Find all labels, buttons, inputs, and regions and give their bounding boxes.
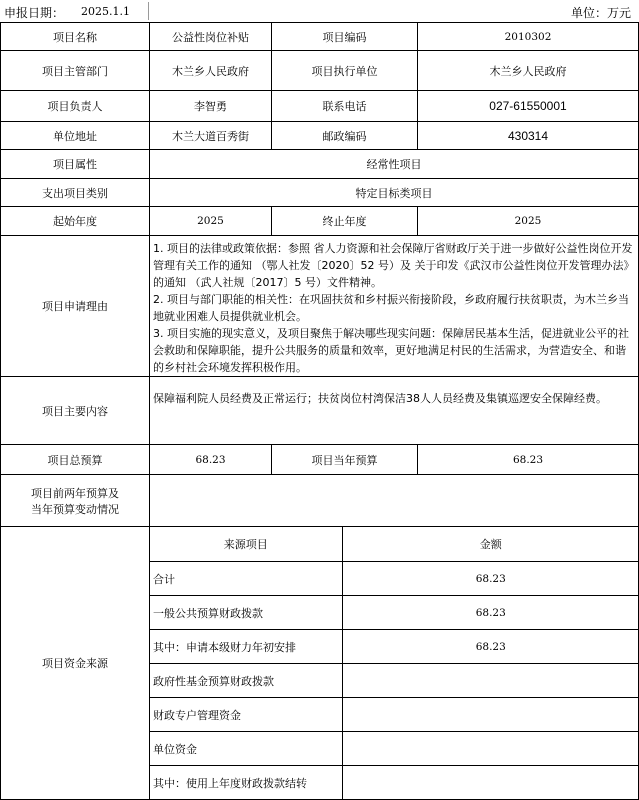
funding-amount [342,732,639,766]
funding-row [150,664,639,698]
header-divider [148,2,149,20]
attr-value: 经常性项目 [150,150,639,179]
end-year-label: 终止年度 [272,207,418,236]
phone-label: 联系电话 [272,91,418,122]
person-label: 项目负责人 [1,91,150,122]
funding-source: 其中：使用上年度财政拨款结转 [153,776,307,790]
budget-change-label [1,475,150,527]
total-budget-label: 项目总预算 [1,445,150,475]
row-years [1,207,639,236]
row-reason [1,236,639,377]
row-address [1,122,639,150]
attr-label: 项目属性 [1,150,150,179]
category-value: 特定目标类项目 [150,179,639,207]
funding-amount: 68.23 [342,630,639,664]
project-name-value: 公益性岗位补贴 [150,23,272,51]
funding-source: 政府性基金预算财政拨款 [150,664,342,698]
funding-source: 单位资金 [150,732,342,766]
budget-change-value [150,475,639,527]
funding-row [150,630,639,664]
funding-amount [342,766,639,800]
row-content [1,377,639,445]
row-budget [1,445,639,475]
funding-source: 其中：申请本级财力年初安排 [150,630,342,664]
exec-unit-label: 项目执行单位 [272,51,418,91]
reason-paragraph-1: 1. 项目的法律或政策依据：参照 省人力资源和社会保障厅省财政厅关于进一步做好公益性岗位开发管理有关工作的通知 （鄂人社发〔2020〕52 号）及 关于印发《武汉市公益性岗位开发管理办法》的通知 （武人社规〔2017〕5 号）文件精神。 [153,242,635,289]
row-category [1,179,639,207]
dept-value: 木兰乡人民政府 [150,51,272,91]
funding-source: 财政专户管理资金 [150,698,342,732]
reason-text [150,236,639,377]
start-year-value: 2025 [150,207,272,236]
address-value: 木兰大道百秀街 [150,122,272,150]
current-budget-label: 项目当年预算 [272,445,418,475]
project-form-table [0,22,639,800]
row-funding [1,527,639,800]
reason-paragraph-3: 3. 项目实施的现实意义，及项目聚焦于解决哪些现实问题：保障居民基本生活，促进就业公平的社会救助和保障职能，提升公共服务的质量和效率，更好地满足村民的生活需求，为营造安全、和谐的乡村社会环境发挥积极作用。 [153,327,629,374]
phone-value: 027-61550001 [418,91,639,122]
funding-row [150,732,639,766]
funding-source: 一般公共预算财政拨款 [150,596,342,630]
content-label: 项目主要内容 [1,377,150,445]
funding-row [150,596,639,630]
funding-source: 合计 [150,562,342,596]
end-year-value: 2025 [418,207,639,236]
dept-label: 项目主管部门 [1,51,150,91]
funding-header-row [150,527,639,562]
row-budget-change [1,475,639,527]
budget-change-label-line2: 当年预算变动情况 [31,502,119,516]
funding-amount: 68.23 [342,562,639,596]
project-code-label: 项目编码 [272,23,418,51]
start-year-label: 起始年度 [1,207,150,236]
funding-source-header: 来源项目 [150,527,342,562]
project-name-label: 项目名称 [1,23,150,51]
funding-amount [342,664,639,698]
project-code-value: 2010302 [418,23,639,51]
zip-label: 邮政编码 [272,122,418,150]
funding-amount [342,698,639,732]
reason-paragraph-2: 2. 项目与部门职能的相关性：在巩固扶贫和乡村振兴衔接阶段，乡政府履行扶贫职责，为木兰乡当地就业困难人员提供就业机会。 [153,293,629,323]
content-value: 保障福利院人员经费及正常运行；扶贫岗位村湾保洁38人人员经费及集镇巡逻安全保障经费。 [150,377,639,445]
row-person [1,91,639,122]
category-label: 支出项目类别 [1,179,150,207]
report-header [0,0,639,22]
address-label: 单位地址 [1,122,150,150]
report-date-value: 2025.1.1 [81,5,130,18]
funding-table [150,527,639,799]
row-attr [1,150,639,179]
row-dept [1,51,639,91]
reason-label: 项目申请理由 [1,236,150,377]
funding-label: 项目资金来源 [1,527,150,800]
current-budget-value: 68.23 [418,445,639,475]
budget-change-label-line1: 项目前两年预算及 [31,486,119,500]
row-project-name [1,23,639,51]
person-value: 李智勇 [150,91,272,122]
zip-value: 430314 [418,122,639,150]
funding-row [150,698,639,732]
funding-row [150,562,639,596]
unit-label: 单位：万元 [570,6,631,20]
exec-unit-value: 木兰乡人民政府 [418,51,639,91]
funding-row [150,766,639,800]
report-date-label: 申报日期： [4,6,65,20]
total-budget-value: 68.23 [150,445,272,475]
funding-amount: 68.23 [342,596,639,630]
funding-amount-header: 金额 [342,527,639,562]
funding-table-cell [150,527,639,800]
